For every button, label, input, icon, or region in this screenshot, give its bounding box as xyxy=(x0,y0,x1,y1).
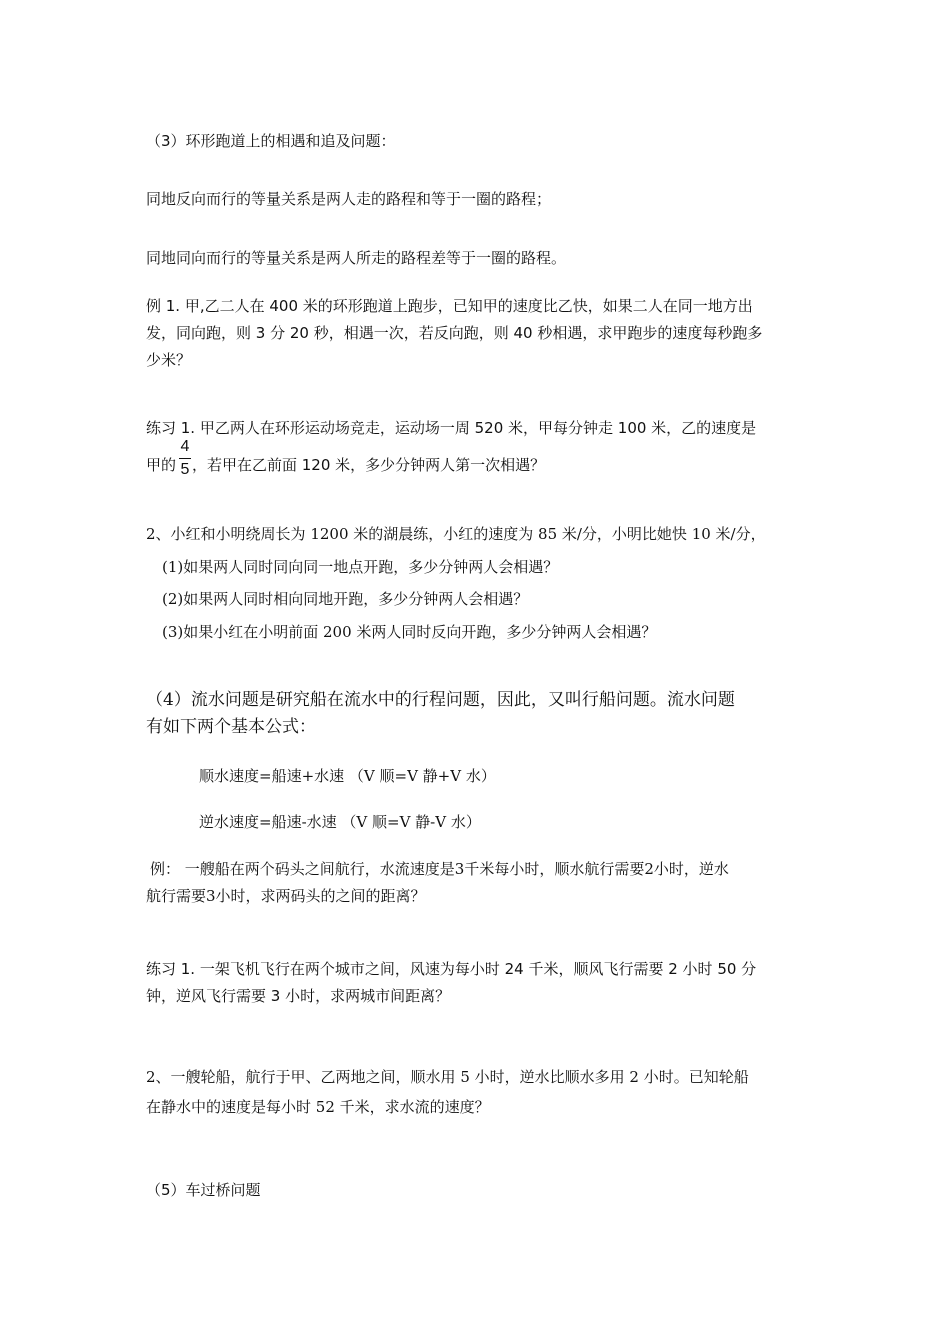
practice-plane-line-1: 练习 1. 一架飞机飞行在两个城市之间，风速为每小时 24 千米，顺风飞行需要 2 小时 50 分 xyxy=(146,960,757,978)
practice-1-line-2: ，若甲在乙前面 120 米，多少分钟两人第一次相遇？ xyxy=(192,456,546,474)
fraction-denominator: 5 xyxy=(180,461,190,478)
formula-downstream: 顺水速度=船速+水速 （V 顺=V 静+V 水） xyxy=(199,767,496,785)
rule-opposite-direction: 同地反向而行的等量关系是两人走的路程和等于一圈的路程； xyxy=(146,190,552,208)
example-1-line-1: 例 1. 甲,乙二人在 400 米的环形跑道上跑步，已知甲的速度比乙快，如果二人在同一地方出 xyxy=(146,297,753,315)
example-boat-line-1: 例： 一艘船在两个码头之间航行，水流速度是3千米每小时，顺水航行需要2小时，逆水 xyxy=(150,860,729,878)
practice-plane-line-2: 钟，逆风飞行需要 3 小时，求两城市间距离？ xyxy=(146,987,451,1005)
fraction-four-fifths xyxy=(178,438,192,479)
problem-ship-line-2: 在静水中的速度是每小时 52 千米，求水流的速度？ xyxy=(146,1098,490,1116)
practice-1-line-1: 练习 1. 甲乙两人在环形运动场竞走，运动场一周 520 米，甲每分钟走 100 米，乙的速度是 xyxy=(146,419,757,437)
problem-2-question-2: (2)如果两人同时相向同地开跑，多少分钟两人会相遇？ xyxy=(162,590,529,608)
section-4-heading-line-2: 有如下两个基本公式： xyxy=(146,717,316,737)
practice-1-prefix: 甲的 xyxy=(146,456,177,474)
problem-2-question-3: (3)如果小红在小明前面 200 米两人同时反向开跑，多少分钟两人会相遇？ xyxy=(162,623,657,641)
section-3-heading: （3）环形跑道上的相遇和追及问题： xyxy=(146,132,396,150)
section-5-heading: （5）车过桥问题 xyxy=(146,1181,261,1199)
formula-upstream: 逆水速度=船速-水速 （V 顺=V 静-V 水） xyxy=(199,813,481,831)
rule-same-direction: 同地同向而行的等量关系是两人所走的路程差等于一圈的路程。 xyxy=(146,249,567,267)
example-boat-line-2: 航行需要3小时，求两码头的之间的距离？ xyxy=(146,887,426,905)
problem-2-line-1: 2、小红和小明绕周长为 1200 米的湖晨练，小红的速度为 85 米/分，小明比她快 10 米/分， xyxy=(146,525,766,543)
example-1-line-3: 少米？ xyxy=(146,351,192,369)
fraction-bar xyxy=(179,458,191,459)
example-1-line-2: 发，同向跑，则 3 分 20 秒，相遇一次，若反向跑，则 40 秒相遇，求甲跑步的速度每秒跑多 xyxy=(146,324,763,342)
fraction-numerator: 4 xyxy=(180,438,190,455)
problem-2-question-1: (1)如果两人同时同向同一地点开跑，多少分钟两人会相遇？ xyxy=(162,558,559,576)
problem-ship-line-1: 2、一艘轮船，航行于甲、乙两地之间，顺水用 5 小时，逆水比顺水多用 2 小时。已知轮船 xyxy=(146,1068,749,1086)
section-4-heading-line-1: （4）流水问题是研究船在流水中的行程问题，因此，又叫行船问题。流水问题 xyxy=(146,690,735,710)
